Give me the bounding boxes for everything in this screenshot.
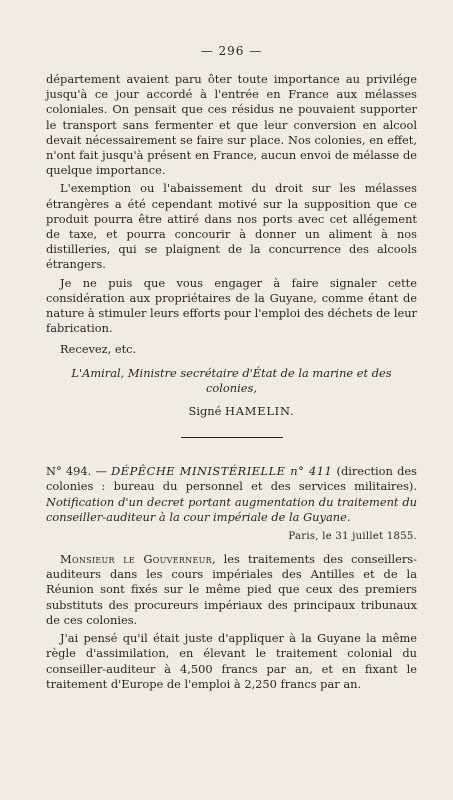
dateline: Paris, le 31 juillet 1855.	[288, 531, 417, 543]
signer-name: HAMELIN.	[224, 404, 295, 419]
paragraph-tax-exemption: L'exemption ou l'abaissement du droit sur les mélasses étrangères a été cependant motivé sur la supposition que ce produit pourra être attiré dans nos ports avec cet allégement de taxe, et pourra concourir à donner un aliment à nos distilleries, qui se plaignent de la concurrence des alcools étrangers.	[46, 181, 417, 272]
paragraph-recommendation: Je ne puis que vous engager à faire signaler cette considération aux propriétaires de la Guyane, comme étant de nature à stimuler leurs efforts pour l'emploi des déchets de leur fabrication.	[46, 275, 417, 336]
closing-formula: Recevez, etc.	[60, 342, 137, 357]
paragraph-molasses-context: département avaient paru ôter toute importance au privilége jusqu'à ce jour accordé à l'entrée en France aux mélasses coloniales. On pensait que ces résidus ne pouvaient supporter le transport sans fermenter et que leur conversion en alcool devait nécessairement se faire sur place. Nos colonies, en effet, n'ont fait jusqu'à présent en France, aucun envoi de mélasse de quelque importance.	[46, 72, 417, 178]
dispatch-office: (direction des colonies : bureau du personnel et des services militaires).	[46, 464, 417, 494]
section-divider	[181, 437, 283, 438]
salutation: Monsieur le Gouverneur	[60, 552, 212, 567]
dispatch-number: N° 494.	[46, 464, 92, 479]
page-number: — 296 —	[200, 44, 263, 58]
paragraph-salaries	[46, 552, 417, 628]
dispatch-notification: Notification d'un decret portant augmentation du traitement du conseiller-auditeur à la cour impériale de la Guyane.	[46, 494, 417, 524]
signed-prefix: Signé	[188, 404, 222, 419]
dispatch-heading	[46, 464, 417, 525]
paragraph-salaries-text: , les traitements des conseillers-auditeurs dans les cours impériales des Antilles et de la Réunion sont fixés sur le même pied que ceux des premiers substituts des procureurs impériaux des principaux tribunaux de ces colonies.	[46, 552, 417, 627]
dispatch-title: DÉPÊCHE MINISTÉRIELLE n° 411	[111, 464, 333, 479]
signature-line	[66, 404, 417, 419]
signer-title: L'Amiral, Ministre secrétaire d'État de la marine et des colonies,	[71, 365, 392, 395]
paragraph-guyane-salary: J'ai pensé qu'il était juste d'appliquer à la Guyane la même règle d'assimilation, en élevant le traitement colonial du conseiller-auditeur à 4,500 francs par an, et en fixant le traitement d'Europe de l'emploi à 2,250 francs par an.	[46, 631, 417, 691]
dispatch-dash: —	[91, 464, 112, 479]
